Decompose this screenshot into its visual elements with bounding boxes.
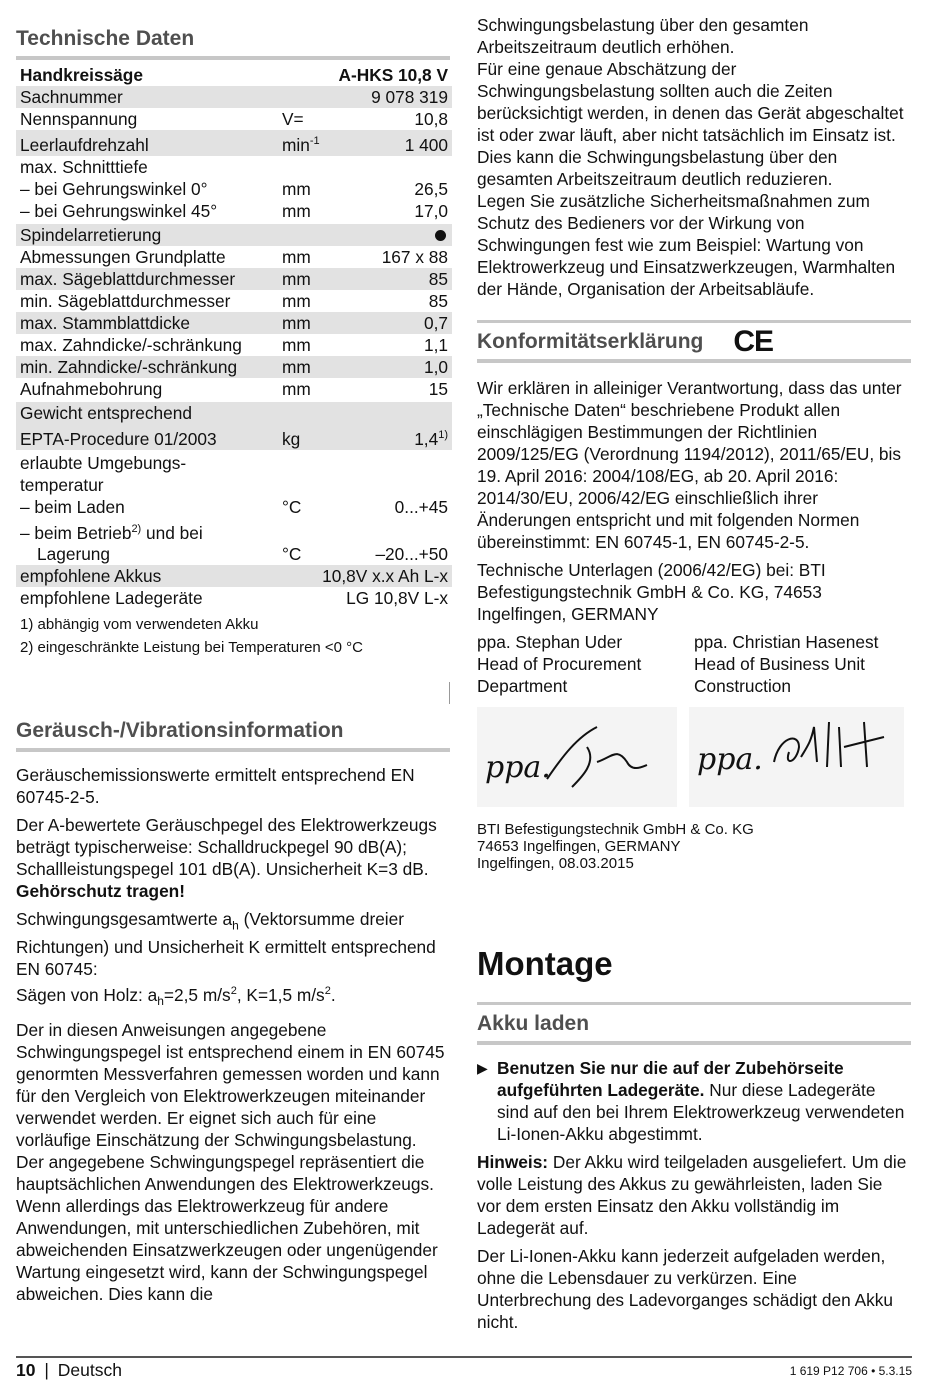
- table-row: [16, 565, 452, 587]
- table-row: [16, 518, 452, 544]
- row-value: 15: [428, 378, 448, 399]
- row-label: Gewicht entsprechend: [16, 401, 278, 424]
- akku-laden-title: Akku laden: [477, 1002, 911, 1045]
- svg-text:ppa.: ppa.: [485, 750, 551, 785]
- noise-p3-values: Sägen von Holz: $a_h=2,5$ $m/s^2$, K=1,5 $m/s^2$.: [16, 985, 336, 1009]
- tech-data-title: Technische Daten: [16, 26, 450, 60]
- table-row: [16, 356, 452, 378]
- head-value: A-HKS 10,8 V: [338, 65, 448, 85]
- row-unit: V=: [282, 109, 304, 129]
- row-label: – bei Gehrungswinkel 0°: [20, 178, 208, 199]
- conformity-p1: Wir erklären in alleiniger Verantwortung, dass das unter „Technische Daten“ beschriebene Produkt allen einschlägigen Bestimmungen der Richtlinien 2009/125/EG (Verordnung 1194/2012), 2011/65/EU, bis 19. April 2016: 2004/108/EG, ab 20. April 2016: 2014/30/EU, 2006/42/EG einschließlich ihrer Änderungen entspricht und mit folgenden Normen übereinstimmt: EN 60745-1, EN 60745-2-5.: [477, 378, 902, 552]
- row-value: LG 10,8V L-x: [346, 588, 448, 609]
- row-value: 1,4$^{1)}$: [330, 424, 452, 451]
- signature-date: Ingelfingen, 08.03.2015: [477, 855, 634, 872]
- footnote-2: 2) eingeschränkte Leistung bei Temperaturen <0 °C: [20, 639, 364, 657]
- row-value: 10,8: [414, 109, 448, 129]
- head-label: Handkreissäge: [20, 65, 143, 85]
- table-row: [16, 86, 452, 108]
- hint-text: Hinweis: Der Akku wird teilgeladen ausgeliefert. Um die volle Leistung des Akkus zu gewährleisten, laden Sie vor dem ersten Einsatz den Akku vollständig im Ladegerät auf.: [477, 1152, 907, 1238]
- row-label: Lagerung: [37, 544, 111, 565]
- row-value: 1 400: [330, 130, 452, 156]
- row-value: 0,7: [330, 312, 452, 334]
- bullet-item: [477, 1057, 911, 1145]
- row-label: Leerlaufdrehzahl: [16, 130, 278, 156]
- table-row: [16, 156, 452, 178]
- row-value: 167 x 88: [381, 246, 448, 267]
- row-unit: °C: [282, 544, 302, 565]
- montage-title: Montage: [477, 945, 613, 982]
- row-unit: mm: [278, 268, 330, 290]
- row-unit: mm: [282, 178, 311, 199]
- row-unit: mm: [282, 378, 311, 399]
- triangle-bullet-icon: ▶: [477, 1060, 488, 1076]
- row-value: 10,8V x.x Ah L-x: [278, 565, 452, 587]
- row-unit: °C: [282, 496, 302, 517]
- table-row: [16, 378, 452, 401]
- sig2-dept: Construction: [694, 676, 792, 696]
- table-row: [16, 108, 452, 130]
- row-value: 85: [330, 268, 452, 290]
- table-row: [16, 451, 452, 474]
- ce-mark-icon: CE: [733, 325, 774, 358]
- tech-data-section: [16, 26, 450, 659]
- noise-title: Geräusch-/Vibrationsinformation: [16, 718, 450, 752]
- tech-data-table: [16, 64, 452, 609]
- table-row: [16, 474, 452, 496]
- akku-info-text: Der Li-Ionen-Akku kann jederzeit aufgeladen werden, ohne die Lebensdauer zu verkürzen. Eine Unterbrechung des Ladevorganges schädigt den Akku nicht.: [477, 1246, 893, 1332]
- conformity-title: Konformitätserklärung: [477, 330, 704, 353]
- table-row: [16, 246, 452, 268]
- row-label: EPTA-Procedure 01/2003: [16, 424, 278, 451]
- table-row: [16, 130, 452, 156]
- signature-images: [477, 707, 911, 807]
- conformity-section: [477, 320, 911, 872]
- column-divider: [449, 682, 450, 704]
- row-unit: mm: [282, 334, 311, 355]
- row-label: max. Sägeblattdurchmesser: [16, 268, 278, 290]
- row-label: min. Zahndicke/-schränkung: [16, 356, 278, 378]
- noise-p4: Der in diesen Anweisungen angegebene Schwingungspegel ist entsprechend einem in EN 60745 genormten Messverfahren gemessen worden und kann für den Vergleich von Elektrowerkzeugen miteinander verwendet werden. Er eignet sich auch für eine vorläufige Einschätzung der Schwingungsbelastung.: [16, 1019, 445, 1150]
- table-head-row: [16, 64, 452, 86]
- row-value: 26,5: [414, 178, 448, 199]
- table-row: [16, 543, 452, 565]
- company-name: BTI Befestigungstechnik GmbH & Co. KG: [477, 821, 754, 838]
- row-label: Abmessungen Grundplatte: [20, 246, 226, 267]
- row-label: max. Zahndicke/-schränkung: [20, 334, 242, 355]
- document-code: 1 619 P12 706 • 5.3.15: [789, 1364, 912, 1378]
- noise-section: [16, 718, 450, 1305]
- row-value: 9 078 319: [330, 86, 452, 108]
- row-label: max. Stammblattdicke: [16, 312, 278, 334]
- row-value: –20...+50: [375, 544, 448, 565]
- footer-page-info: [16, 1359, 122, 1380]
- conformity-p2: Technische Unterlagen (2006/42/EG) bei: BTI Befestigungstechnik GmbH & Co. KG, 74653 Ingelfingen, GERMANY: [477, 560, 826, 624]
- vib-continued-text: Schwingungsbelastung über den gesamten Arbeitszeitraum deutlich erhöhen.: [477, 15, 809, 57]
- row-value: 1,1: [423, 334, 448, 355]
- signatory-names: [477, 631, 911, 697]
- row-value: 1,0: [330, 356, 452, 378]
- row-label: – beim Betrieb$^{2)}$ und bei: [20, 522, 203, 543]
- footnote-1: 1) abhängig vom verwendeten Akku: [20, 616, 259, 634]
- row-unit: [278, 86, 330, 108]
- row-label: empfohlene Akkus: [16, 565, 278, 587]
- table-row: [16, 200, 452, 223]
- row-label: – bei Gehrungswinkel 45°: [20, 200, 218, 221]
- signature-footer: [477, 821, 911, 872]
- row-label: empfohlene Ladegeräte: [20, 588, 203, 609]
- sig2-name: ppa. Christian Hasenest: [694, 632, 879, 652]
- bullet-text: Benutzen Sie nur die auf der Zubehörseite aufgeführten Ladegeräte. Nur diese Ladegeräte sind auf den bei Ihrem Elektrowerkzeug verwendeten Li-Ionen-Akku abgestimmt.: [497, 1058, 905, 1144]
- row-label: Aufnahmebohrung: [20, 378, 163, 399]
- footer-separator: |: [44, 1360, 49, 1380]
- row-unit: mm: [278, 312, 330, 334]
- vib-safety-text: Legen Sie zusätzliche Sicherheitsmaßnahmen zum Schutz des Bedieners vor der Wirkung von Schwingungen fest wie zum Beispiel: Wartung von Elektrowerkzeug und Einsatzwerkzeugen, Warmhalten der Hände, Organisation der Arbeitsabläufe.: [477, 191, 896, 299]
- row-label: erlaubte Umgebungs-: [16, 451, 278, 474]
- vibration-continued: [477, 14, 911, 300]
- row-label: Nennspannung: [20, 109, 138, 129]
- table-row: [16, 424, 452, 451]
- company-address: 74653 Ingelfingen, GERMANY: [477, 838, 681, 855]
- footer-rule: [16, 1356, 912, 1358]
- montage-section: [477, 944, 911, 1333]
- signatory-2: [694, 631, 911, 697]
- signatory-1: [477, 631, 694, 697]
- row-label: max. Schnitttiefe: [20, 156, 148, 177]
- table-row: [16, 587, 452, 609]
- table-row: [16, 334, 452, 356]
- vib-estimate-text: Für eine genaue Abschätzung der Schwingungsbelastung sollten auch die Zeiten berücksichtigt werden, in denen das Gerät abgeschaltet ist oder zwar läuft, aber nicht tatsächlich im Einsatz ist. Dies kann die Schwingungsbelastung über den gesamten Arbeitszeitraum deutlich reduzieren.: [477, 59, 904, 189]
- sig1-name: ppa. Stephan Uder: [477, 632, 623, 652]
- sig1-dept: Department: [477, 676, 568, 696]
- row-value: 17,0: [414, 200, 448, 221]
- noise-p5: Der angegebene Schwingungspegel repräsentiert die hauptsächlichen Anwendungen des Elektrowerkzeugs. Wenn allerdings das Elektrowerkzeug für andere Anwendungen, mit unterschiedlichen Zubehören, mit abweichenden Einsatzwerkzeugen oder ungenügender Wartung eingesetzt wird, kann der Schwingungspegel abweichen. Dies kann die: [16, 1151, 438, 1304]
- row-unit: $\min^{-1}$: [278, 130, 330, 156]
- conformity-header: [477, 320, 911, 363]
- row-unit: mm: [282, 200, 311, 221]
- row-label: min. Sägeblattdurchmesser: [20, 290, 231, 311]
- row-label: Sachnummer: [16, 86, 278, 108]
- table-row: [16, 178, 452, 200]
- table-row: [16, 268, 452, 290]
- row-unit: mm: [282, 290, 311, 311]
- table-row: [16, 223, 452, 246]
- page-number: 10: [16, 1360, 36, 1380]
- noise-p3: Schwingungsgesamtwerte $a_h$ (Vektorsumme dreier Richtungen) und Unsicherheit K ermittelt entsprechend EN 60745:: [16, 909, 436, 980]
- noise-p1: Geräuschemissionswerte ermittelt entsprechend EN 60745-2-5.: [16, 765, 415, 807]
- table-row: [16, 290, 452, 312]
- signature-2-icon: [689, 707, 904, 807]
- table-row: [16, 401, 452, 424]
- sig1-role: Head of Procurement: [477, 654, 642, 674]
- table-row: [16, 496, 452, 518]
- row-value: 85: [428, 290, 448, 311]
- row-label: Spindelarretierung: [16, 223, 278, 246]
- row-unit: mm: [282, 246, 311, 267]
- row-label: – beim Laden: [20, 496, 125, 517]
- noise-p2: Der A-bewertete Geräuschpegel des Elektrowerkzeugs beträgt typischerweise: Schalldruckpegel 90 dB(A); Schallleistungspegel 101 dB(A). Unsicherheit K=3 dB.: [16, 815, 437, 879]
- row-unit: mm: [278, 356, 330, 378]
- noise-warning: Gehörschutz tragen!: [16, 881, 185, 901]
- row-value: 0...+45: [394, 496, 448, 517]
- row-label: temperatur: [20, 474, 104, 495]
- footer-language: Deutsch: [57, 1360, 122, 1380]
- sig2-role: Head of Business Unit: [694, 654, 865, 674]
- signature-1-icon: [477, 707, 677, 807]
- row-unit: kg: [278, 424, 330, 451]
- svg-text:ppa.: ppa.: [697, 742, 763, 777]
- table-row: [16, 312, 452, 334]
- bullet-dot-icon: [435, 230, 446, 241]
